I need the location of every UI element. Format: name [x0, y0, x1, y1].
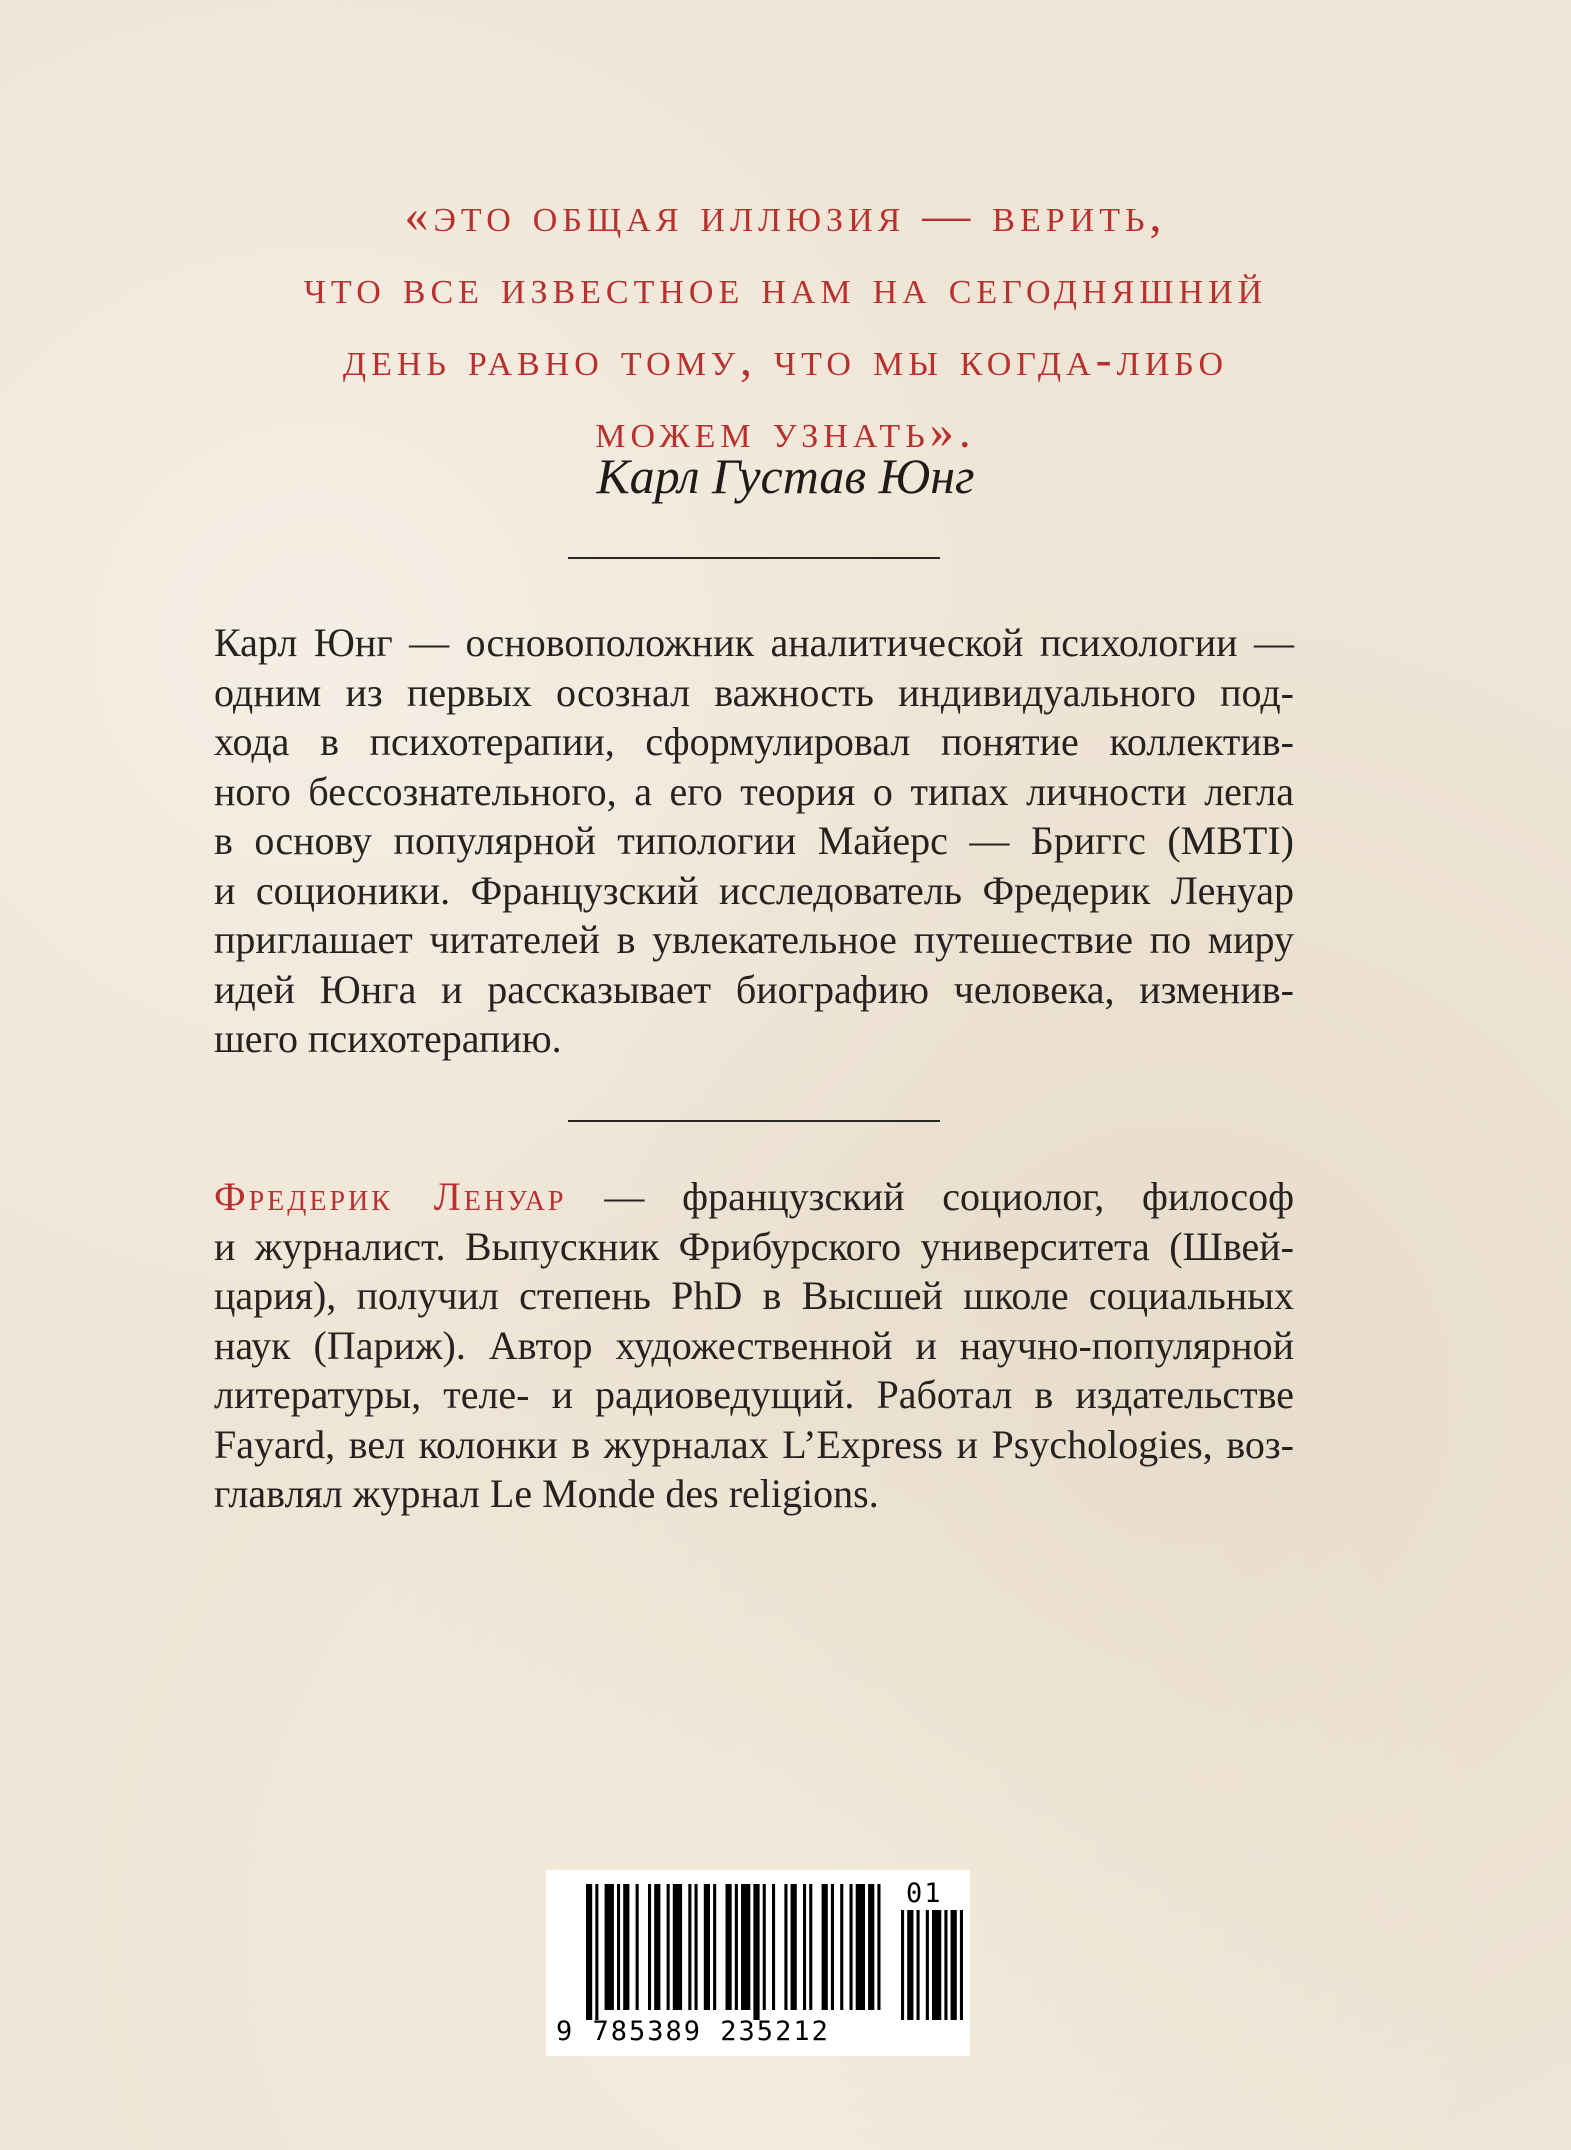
barcode-bar: [623, 1884, 629, 2010]
barcode-bar: [617, 1884, 620, 2010]
description-line: в основу популярной типологии Майерс — Бриггс (MBTI): [214, 818, 1294, 863]
barcode-bar: [831, 1884, 834, 2010]
description-line: идей Юнга и рассказывает биографию человека, изменив-: [214, 966, 1294, 1012]
description-line: хода в психотерапии, сформулировал понятие коллектив-: [214, 719, 1294, 764]
divider-line: [568, 557, 940, 559]
quote-line: день равно тому, что мы когда-либо: [342, 333, 1229, 386]
author-bio: [214, 1172, 1294, 1519]
barcode-addon-bar: [951, 1910, 957, 2020]
author-bio-line: цария), получил степень PhD в Высшей школе социальных: [214, 1273, 1294, 1318]
barcode-bar: [605, 1884, 614, 2010]
barcode-bar: [772, 1884, 775, 2010]
barcode-bar: [688, 1884, 691, 2010]
barcode-bar: [877, 1884, 880, 2010]
barcode-bar: [695, 1884, 698, 2010]
description-line: шего психотерапию.: [214, 1016, 562, 1061]
isbn-barcode: [546, 1870, 970, 2056]
quote-line: «это общая иллюзия — верить,: [404, 189, 1167, 242]
description-line: приглашает читателей в увлекательное путешествие по миру: [214, 917, 1294, 962]
barcode-bar: [713, 1884, 716, 2010]
barcode-bar: [763, 1884, 766, 2010]
barcode-bar: [704, 1884, 710, 2010]
barcode-bar: [784, 1884, 787, 2010]
description-line: одним из первых осознал важность индивидуального под-: [214, 669, 1294, 715]
barcode-bar: [803, 1884, 806, 2010]
epigraph-quote: [0, 180, 1571, 468]
description-line: ного бессознательного, а его теория о типах личности легла: [214, 768, 1294, 814]
quote-line: можем узнать».: [595, 405, 976, 458]
barcode-addon-digits: 01: [906, 1878, 943, 1909]
author-bio-line: литературы, теле- и радиоведущий. Работал в издательстве: [214, 1372, 1294, 1417]
barcode-bar: [735, 1884, 738, 2010]
description-line: Карл Юнг — основоположник аналитической психологии —: [214, 620, 1294, 665]
barcode-bar: [654, 1884, 660, 2010]
barcode-bar: [822, 1884, 828, 2010]
barcode-bar: [726, 1884, 732, 2010]
barcode-bar: [856, 1884, 865, 2010]
barcode-bar: [791, 1884, 797, 2010]
barcode-bar: [673, 1884, 682, 2010]
quote-attribution: Карл Густав Юнг: [596, 448, 975, 504]
author-bio-line: наук (Париж). Автор художественной и научно-популярной: [214, 1322, 1294, 1368]
author-bio-line: главлял журнал Le Monde des religions.: [214, 1471, 879, 1516]
author-bio-line: Fayard, вел колонки в журналах L’Express и Psychologies, воз-: [214, 1421, 1294, 1467]
author-bio-line: и журналист. Выпускник Фрибурского университета (Швей-: [214, 1223, 1294, 1269]
description-line: и соционики. Французский исследователь Фредерик Ленуар: [214, 867, 1294, 913]
barcode-bar: [648, 1884, 651, 2010]
barcode-addon-bar: [907, 1910, 913, 2020]
author-bio-intro: — французский социолог, философ: [566, 1174, 1294, 1219]
barcode-bar: [868, 1884, 874, 2010]
barcode-addon-bar: [901, 1910, 904, 2020]
barcode-addon-bar: [960, 1910, 963, 2020]
barcode-bar: [850, 1884, 853, 2010]
barcode-bar: [667, 1884, 670, 2010]
quote-line: что все известное нам на сегодняшний: [303, 261, 1268, 314]
divider-line: [568, 1120, 940, 1122]
barcode-addon-bar: [926, 1910, 929, 2020]
barcode-bar: [586, 1884, 592, 2020]
barcode-bar: [595, 1884, 598, 2020]
author-name: Фредерик Ленуар: [214, 1174, 567, 1219]
book-description: [214, 618, 1294, 1064]
barcode-bar: [809, 1884, 812, 2010]
barcode-bar: [636, 1884, 639, 2010]
barcode-addon-bar: [944, 1910, 947, 2020]
author-bio-line: [214, 1172, 1294, 1222]
barcode-addon-bar: [932, 1910, 941, 2020]
barcode-digits: 9 785389 235212: [556, 2016, 830, 2047]
barcode-bar: [741, 1884, 750, 2010]
barcode-bar: [840, 1884, 843, 2010]
barcode-bar: [753, 1884, 759, 2020]
barcode-addon-bar: [917, 1910, 920, 2020]
